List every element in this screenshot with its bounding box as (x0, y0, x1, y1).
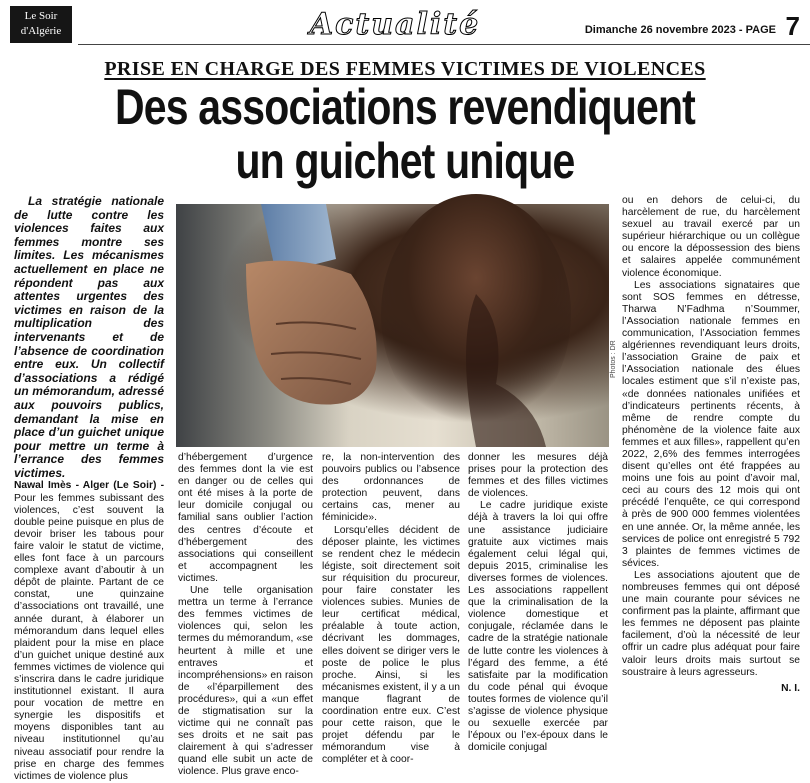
article-column-3 (322, 452, 460, 766)
article-headline (73, 80, 737, 188)
article-lead: La stratégie nationale de lutte contre les violences faites aux femmes montre ses limites. Les mécanismes actuellement en place ne répondent pas aux attentes urgentes des victimes en raison de la multiplication des intervenants et de l’absence de coordination entre eux. Un collectif d’associations a rédigé un mémorandum, adressé aux pouvoirs publics, demandant la mise en place d’un guichet unique pour mettre un terme à l’errance des femmes victimes. (14, 194, 164, 480)
masthead-rule (78, 44, 810, 45)
headline-line-1: Des associations revendiquent (114, 79, 696, 135)
article-kicker: PRISE EN CHARGE DES FEMMES VICTIMES DE VIOLENCES (104, 58, 706, 80)
column-4-paragraph-2: Le cadre juridique existe déjà à travers la loi qui offre une assistance judiciaire gratuite aux victimes mais également celui légal qui, depuis 2015, criminalise les diverses formes de violences. Les associations rappellent que la criminalisation de la violence domestique et conjugale, réclamée dans le cadre de la stratégie nationale de lutte contre les violences à l’égard des femme, a été satisfaite par la modification du code pénal qui évoque toutes formes de violence qu’il s’agisse de violence physique ou sexuelle exercée par l’époux ou l’ex-époux dans le domicile conjugal (468, 500, 608, 754)
headline-line-2: un guichet unique (235, 133, 575, 189)
column-2-paragraph-1: d’hébergement d’urgence des femmes dont la vie est en danger ou de celles qui ont été mises à la porte de leur domicile conjugal ou familial sans oublier l’action des centres d’écoute et d’hébergement des associations qui conseillent et accompagnent les victimes. (178, 452, 313, 584)
column-3-paragraph-1: re, la non-intervention des pouvoirs publics ou l’absence des ordonnances de protection peuvent, dans certains cas, mener au féminicide». (322, 452, 460, 524)
issue-date: Dimanche 26 novembre 2023 - PAGE (584, 24, 776, 36)
column-5-paragraph-1: ou en dehors de celui-ci, du harcèlement de rue, du harcèlement sexuel au travail exercé par un supérieur hiérarchique ou un collègue ou encore la dépossession des biens et salaires appelée communément violence économique. (622, 195, 800, 279)
article-byline: Nawal Imès - Alger (Le Soir) - (14, 480, 164, 492)
photo-credit: Photos : DR (610, 340, 617, 378)
column-5-paragraph-3: Les associations ajoutent que de nombreuses femmes qui ont déposé une main courante pour sévices ne confirment pas la plainte, affirmant que les femmes ne déposent pas plainte facilement, d’où la nécessité de leur offrir un cadre plus adéquat pour faire valoir leurs droits mais surtout se soustraire à leurs agresseurs. (622, 569, 800, 678)
column-5-paragraph-2: Les associations signataires que sont SOS femmes en détresse, Tharwa N’Fadhma n’Soummer, l’Association nationale femmes en communication, l’Association femmes algériennes revendiquant leurs droits, l’association Graine de paix et l’Association nationale des élues locales estiment que s’il n’existe pas, «de données nationales unifiées et d’indicateurs pertinents récents, à même de rendre compte du phénomène de la violence faite aux femmes et aux filles», rappellent qu’en 2022, 2,6% des femmes interrogées disent qu’elles ont été frappées au moins une fois au point d’avoir mal, ceci au cours des 12 mois qui ont précédé l’enquête, ce qui correspond à près de 900 000 femmes violentées en une année. Or, la même année, les services de police ont enregistré 5 792 3 plaintes de femmes victimes de sévices. (622, 279, 800, 569)
article-column-5 (622, 195, 800, 695)
article-column-2 (178, 452, 313, 779)
clenched-fist-illustration (176, 204, 609, 447)
logo-line-1: Le Soir (24, 10, 58, 22)
article-photo (176, 204, 609, 447)
column-2-paragraph-2: Une telle organisation mettra un terme à l’errance des femmes victimes de violences qui, selon les termes du mémorandum, «se heurtent à mille et une entraves et incompréhensions» en raison de «l’éparpillement des procédures», qui a «un effet de stigmatisation sur la victime qui ne connaît pas ses droits et ne sait pas clairement à qui s’adresser quand elle subit un acte de violence. Plus grave enco- (178, 585, 313, 778)
newspaper-logo (10, 6, 72, 43)
page-number: 7 (785, 11, 800, 41)
author-initials: N. I. (781, 682, 800, 694)
logo-line-2: d'Algérie (20, 25, 62, 37)
article-column-1 (14, 195, 164, 783)
column-3-paragraph-2: Lorsqu’elles décident de déposer plainte, les victimes se rendent chez le médecin légiste, soit directement soit sur réquisition du procureur, pour faire constater les violences subies. Munies de leur certificat médical, préalable à toute action, décrivant les dommages, elles doivent se diriger vers le poste de police le plus proche. Ainsi, si les mécanismes existent, il y a un manque flagrant de coordination entre eux. C’est pour cette raison, que le projet défendu par le mémorandum vise à compléter et à coor- (322, 524, 460, 766)
section-title: Actualité (309, 7, 481, 42)
column-1-text: Pour les femmes subissant des violences, c’est souvent la double peine puisque en plus de devoir briser les tabous pour faire valoir le statut de victime, elles font face à un parcours complexe avant d’aboutir à un dépôt de plainte. Partant de ce constat, une quinzaine d’associations ont travaillé, une année durant, à élaborer un mémorandum dans lequel elles plaident pour la mise en place d’un guichet unique destiné aux femmes victimes de violence qui s’inscrira dans le cadre juridique institutionnel existant. Il aura pour vocation de mettre en synergie les dispositifs et moyens disponibles tant au niveau institutionnel qu’au niveau associatif pour rendre la prise en charge des femmes victimes de violence plus (14, 492, 164, 782)
column-4-paragraph-1: donner les mesures déjà prises pour la protection des femmes et des filles victimes de violences. (468, 452, 608, 500)
article-column-4 (468, 452, 608, 754)
